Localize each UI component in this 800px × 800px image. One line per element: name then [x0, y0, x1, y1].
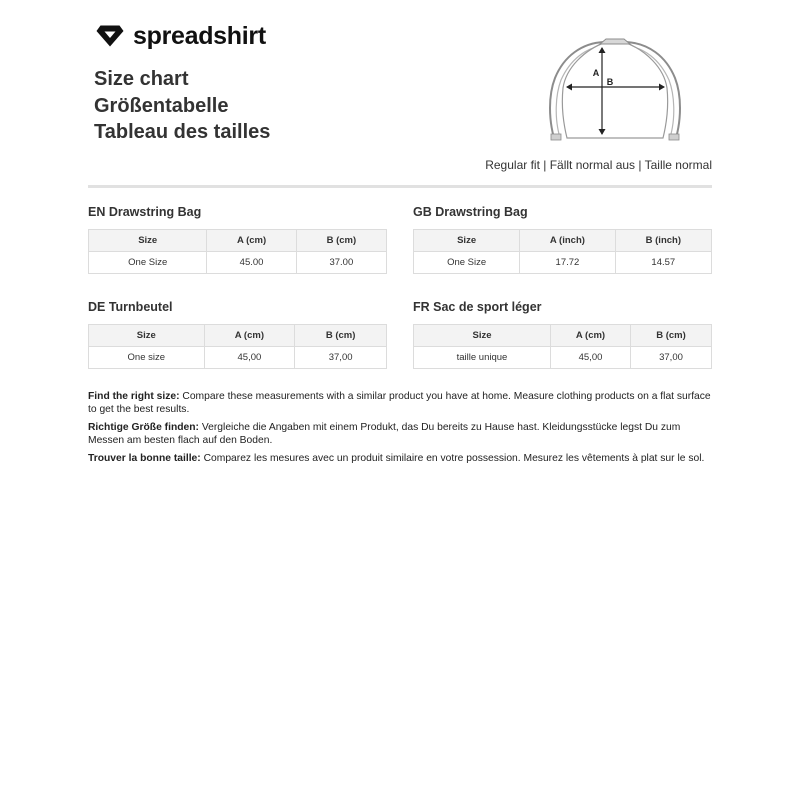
- column-header-b: B (cm): [295, 325, 387, 347]
- header-divider: [88, 185, 712, 188]
- column-header-size: Size: [414, 230, 520, 252]
- cell-b: 37,00: [631, 347, 712, 369]
- cell-size: taille unique: [414, 347, 551, 369]
- size-table: [413, 324, 712, 369]
- table-title: FR Sac de sport léger: [413, 300, 542, 314]
- bag-anchor-left: [551, 134, 561, 140]
- table-title: EN Drawstring Bag: [88, 205, 202, 219]
- column-header-a: A (cm): [550, 325, 630, 347]
- table-header-row: [414, 230, 712, 252]
- table-title: DE Turnbeutel: [88, 300, 173, 314]
- cell-b: 14.57: [615, 252, 711, 274]
- table-header-row: [89, 230, 387, 252]
- size-table: [88, 229, 387, 274]
- bag-diagram: [540, 34, 690, 151]
- column-header-a: A (cm): [204, 325, 295, 347]
- brand-name: spreadshirt: [133, 21, 266, 50]
- size-table: [88, 324, 387, 369]
- title-en: Size chart: [94, 68, 189, 90]
- cell-a: 45,00: [550, 347, 630, 369]
- column-header-b: B (cm): [296, 230, 386, 252]
- table-row: [414, 252, 712, 274]
- column-header-b: B (cm): [631, 325, 712, 347]
- title-fr: Tableau des tailles: [94, 121, 271, 143]
- table-row: [89, 347, 387, 369]
- advice-text: Comparez les mesures avec un produit similaire en votre possession. Mesurez les vêtements à plat sur le sol.: [200, 453, 705, 464]
- size-table-gb: [413, 205, 712, 274]
- advice-en: [88, 391, 714, 416]
- heart-logo-icon: [94, 22, 126, 50]
- table-row: [89, 252, 387, 274]
- advice-text: Vergleiche die Angaben mit einem Produkt, das Du bereits zu Hause hast. Kleidungsstücke legst Du zum Messen am besten flach auf den Boden.: [88, 422, 681, 446]
- cell-size: One size: [89, 347, 205, 369]
- column-header-a: A (inch): [520, 230, 615, 252]
- size-table-fr: [413, 300, 712, 369]
- advice-label: Trouver la bonne taille:: [88, 453, 201, 464]
- cell-size: One Size: [414, 252, 520, 274]
- bag-gather: [600, 39, 630, 44]
- brand-logo: [94, 22, 266, 50]
- size-table-de: [88, 300, 387, 369]
- table-title: GB Drawstring Bag: [413, 205, 528, 219]
- cell-a: 45.00: [207, 252, 296, 274]
- advice-de: [88, 422, 714, 447]
- size-table-en: [88, 205, 387, 274]
- page-titles: [94, 66, 270, 146]
- column-header-size: Size: [414, 325, 551, 347]
- cell-b: 37,00: [295, 347, 387, 369]
- table-row: [414, 347, 712, 369]
- advice-label: Find the right size:: [88, 391, 180, 402]
- advice-fr: [88, 453, 714, 466]
- size-advice: [88, 391, 714, 472]
- column-header-size: Size: [89, 230, 207, 252]
- title-de: Größentabelle: [94, 94, 229, 117]
- cell-size: One Size: [89, 252, 207, 274]
- cell-b: 37.00: [296, 252, 386, 274]
- column-header-size: Size: [89, 325, 205, 347]
- measure-a-label: A: [592, 68, 600, 78]
- cell-a: 17.72: [520, 252, 615, 274]
- table-header-row: [414, 325, 712, 347]
- column-header-b: B (inch): [615, 230, 711, 252]
- advice-text: Compare these measurements with a similar product you have at home. Measure clothing products on a flat surface to get the best results.: [88, 391, 711, 415]
- advice-label: Richtige Größe finden:: [88, 422, 199, 433]
- fit-description: Regular fit | Fällt normal aus | Taille normal: [485, 158, 712, 172]
- measure-b-label: B: [606, 77, 614, 87]
- column-header-a: A (cm): [207, 230, 296, 252]
- table-header-row: [89, 325, 387, 347]
- size-table: [413, 229, 712, 274]
- bag-anchor-right: [669, 134, 679, 140]
- cell-a: 45,00: [204, 347, 295, 369]
